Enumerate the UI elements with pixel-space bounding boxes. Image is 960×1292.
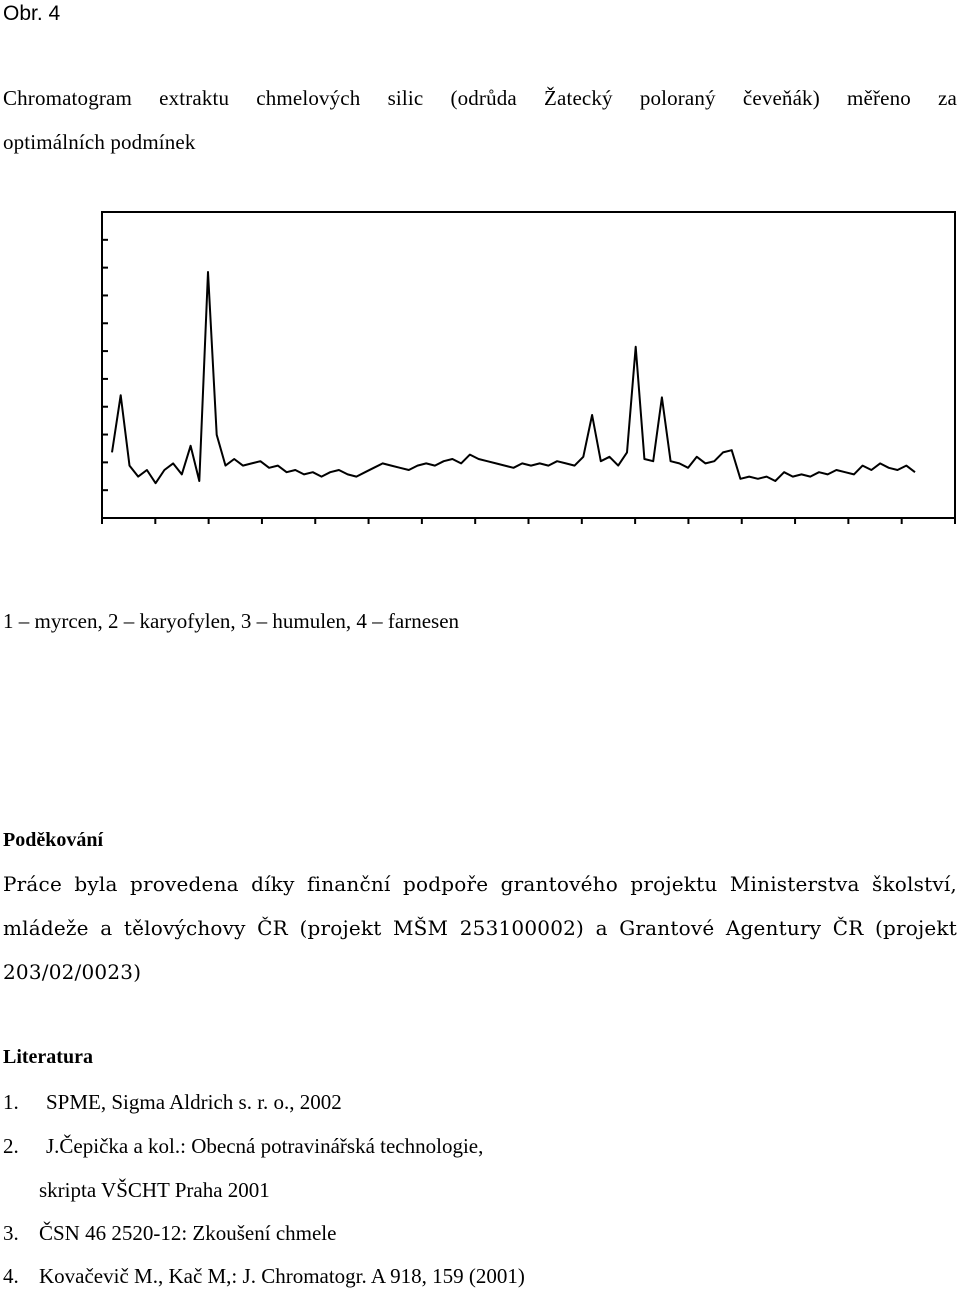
reference-number: 4.	[3, 1264, 19, 1288]
reference-number: 2.	[3, 1134, 19, 1158]
acknowledgement-line-3: 203/02/0023)	[3, 960, 142, 984]
reference-text: ČSN 46 2520-12: Zkoušení chmele	[39, 1221, 337, 1245]
peak-legend: 1 – myrcen, 2 – karyofylen, 3 – humulen, 4 – farnesen	[3, 609, 460, 633]
reference-text: SPME, Sigma Aldrich s. r. o., 2002	[46, 1090, 342, 1114]
reference-number: 1.	[3, 1090, 19, 1114]
acknowledgement-heading: Poděkování	[3, 829, 104, 851]
figure-label: Obr. 4	[3, 2, 61, 25]
chromatogram-chart	[0, 200, 960, 530]
figure-caption-line-1: Chromatogram extraktu chmelových silic (odrůda Žatecký poloraný čeveňák) měřeno za	[3, 86, 957, 110]
chromatogram-trace	[112, 272, 915, 483]
reference-number: 3.	[3, 1221, 19, 1245]
reference-text: J.Čepička a kol.: Obecná potravinářská technologie,	[46, 1134, 484, 1158]
plot-frame	[102, 212, 955, 518]
figure-caption-line-2: optimálních podmínek	[3, 130, 196, 154]
reference-text: Kovačevič M., Kač M,: J. Chromatogr. A 918, 159 (2001)	[39, 1264, 525, 1288]
acknowledgement-line-2: mládeže a tělovýchovy ČR (projekt MŠM 253100002) a Grantové Agentury ČR (projekt	[3, 916, 957, 940]
acknowledgement-line-1: Práce byla provedena díky finanční podpoře grantového projektu Ministerstva školství,	[3, 872, 957, 896]
literature-heading: Literatura	[3, 1046, 93, 1068]
reference-text-continued: skripta VŠCHT Praha 2001	[39, 1178, 270, 1202]
